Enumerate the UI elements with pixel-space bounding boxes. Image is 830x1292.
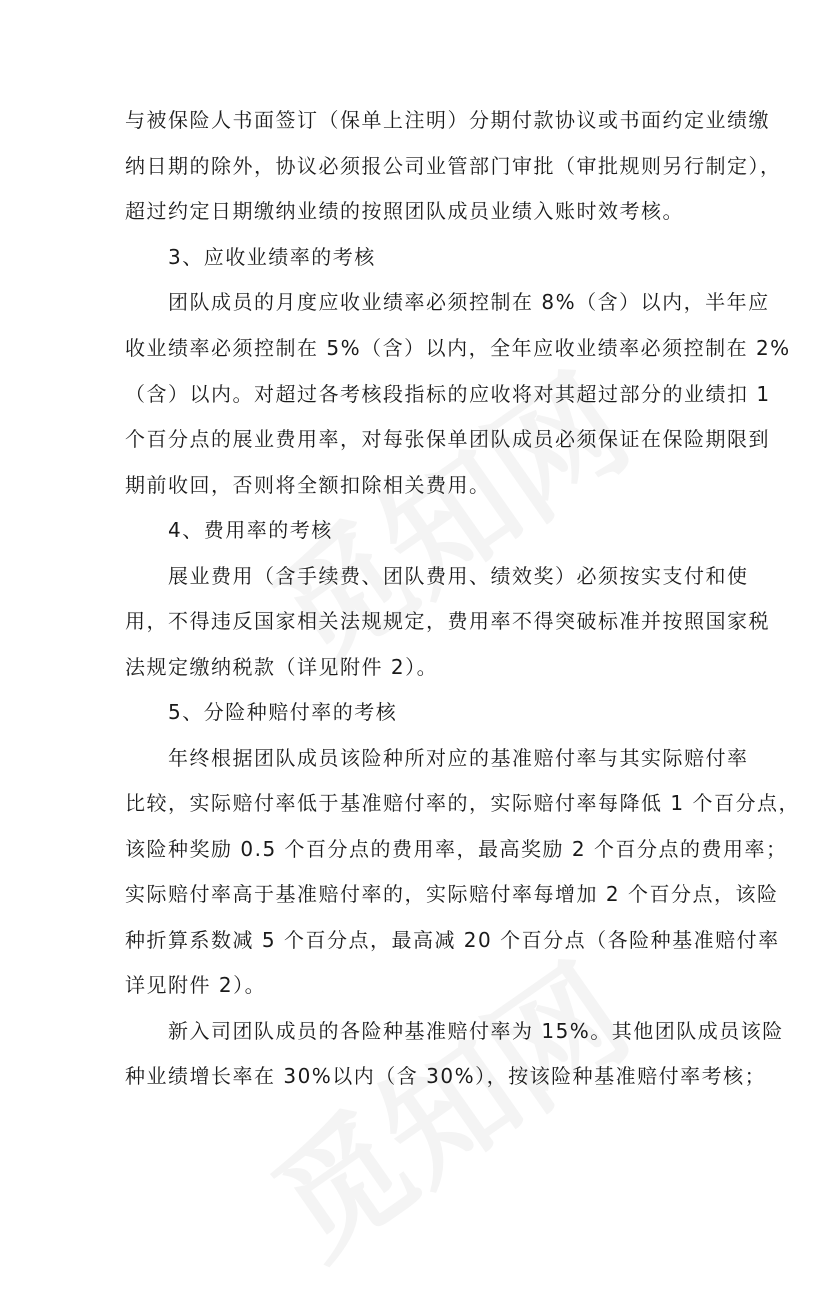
paragraph-line: 种折算系数减 5 个百分点，最高减 20 个百分点（各险种基准赔付率 — [125, 928, 780, 952]
section-heading: 3、应收业绩率的考核 — [168, 245, 376, 269]
watermark — [232, 915, 659, 1292]
paragraph-line: 与被保险人书面签订（保单上注明）分期付款协议或书面约定业绩缴 — [125, 108, 770, 132]
paragraph-line: （含）以内。对超过各考核段指标的应收将对其超过部分的业绩扣 1 — [125, 382, 771, 406]
paragraph-line: 个百分点的展业费用率，对每张保单团队成员必须保证在保险期限到 — [125, 427, 770, 451]
paragraph-line: 用，不得违反国家相关法规规定，费用率不得突破标准并按照国家税 — [125, 609, 770, 633]
paragraph-line: 期前收回，否则将全额扣除相关费用。 — [125, 473, 491, 497]
paragraph-line: 团队成员的月度应收业绩率必须控制在 8%（含）以内，半年应 — [168, 290, 770, 314]
paragraph-line: 收业绩率必须控制在 5%（含）以内，全年应收业绩率必须控制在 2% — [125, 336, 791, 360]
paragraph-line: 种业绩增长率在 30%以内（含 30%），按该险种基准赔付率考核； — [125, 1064, 767, 1088]
paragraph-line: 新入司团队成员的各险种基准赔付率为 15%。其他团队成员该险 — [168, 1019, 784, 1043]
paragraph-line: 该险种奖励 0.5 个百分点的费用率，最高奖励 2 个百分点的费用率； — [125, 837, 788, 861]
paragraph-line: 纳日期的除外，协议必须报公司业管部门审批（审批规则另行制定）， — [125, 154, 782, 178]
paragraph-line: 比较，实际赔付率低于基准赔付率的，实际赔付率每降低 1 个百分点， — [125, 791, 800, 815]
paragraph-line: 实际赔付率高于基准赔付率的，实际赔付率每增加 2 个百分点，该险 — [125, 882, 779, 906]
paragraph-line: 年终根据团队成员该险种所对应的基准赔付率与其实际赔付率 — [168, 746, 749, 770]
section-heading: 5、分险种赔付率的考核 — [168, 700, 398, 724]
section-heading: 4、费用率的考核 — [168, 518, 333, 542]
paragraph-line: 详见附件 2）。 — [125, 973, 267, 997]
paragraph-line: 展业费用（含手续费、团队费用、绩效奖）必须按实支付和使 — [168, 564, 749, 588]
paragraph-line: 超过约定日期缴纳业绩的按照团队成员业绩入账时效考核。 — [125, 199, 684, 223]
paragraph-line: 法规定缴纳税款（详见附件 2）。 — [125, 655, 439, 679]
